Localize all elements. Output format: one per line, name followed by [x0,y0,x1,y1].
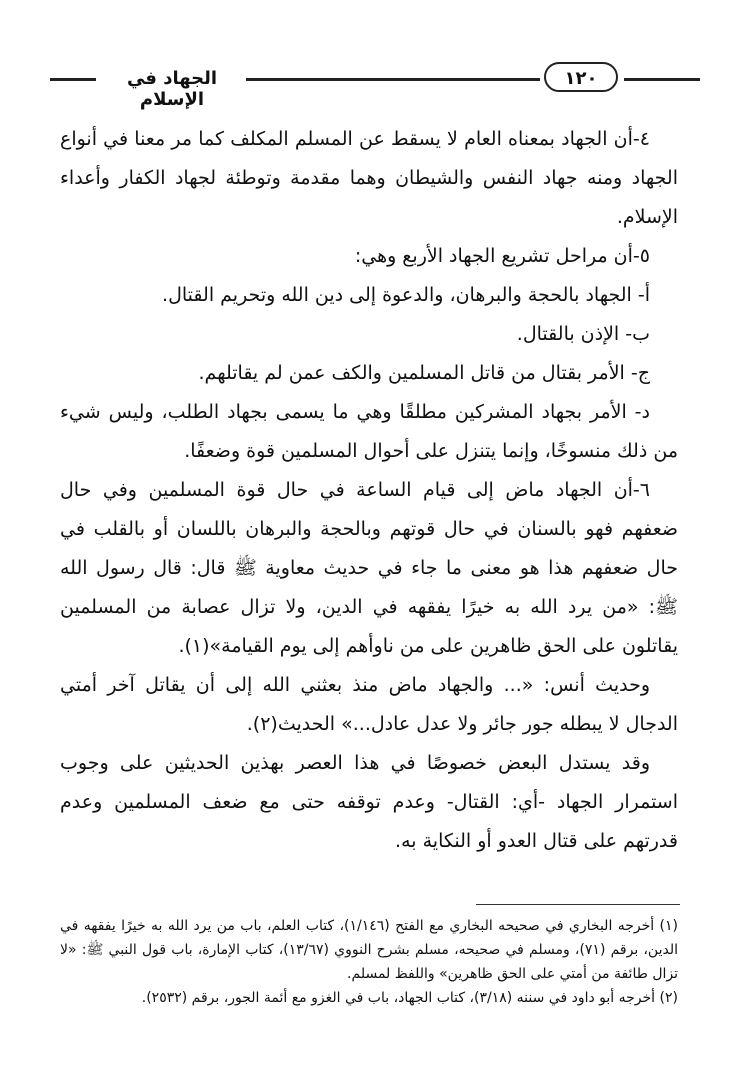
paragraph-point-5: ٥-أن مراحل تشريع الجهاد الأربع وهي: [354,245,650,267]
paragraph-stage-b: ب- الإذن بالقتال. [516,323,650,345]
paragraph-conclusion: وقد يستدل البعض خصوصًا في هذا العصر بهذين الحديثين على وجوب استمرار الجهاد -أي: القتال- وعدم توقفه حتى مع ضعف المسلمين وعدم قدرتهم على قتال العدو أو النكاية به. [60,752,678,852]
footnote-2: (٢) أخرجه أبو داود في سننه (٣/١٨)، كتاب الجهاد، باب في الغزو مع أئمة الجور، برقم (٢٥٣٢). [141,990,678,1006]
paragraph-stage-d: د- الأمر بجهاد المشركين مطلقًا وهي ما يسمى بجهاد الطلب، وليس شيء من ذلك منسوخًا، وإنما يتنزل على أحوال المسلمين قوة وضعفًا. [60,401,678,462]
footnote-1: (١) أخرجه البخاري في صحيحه البخاري مع الفتح (١/١٤٦)، كتاب العلم، باب من يرد الله به خيرًا يفقهه في الدين، برقم (٧١)، ومسلم في صحيحه، مسلم بشرح النووي (١٣/٦٧)، كتاب الإمارة، باب قول النبي ﷺ: «لا تزال طائفة من أمتي على الحق ظاهرين» واللفظ لمسلم. [60,918,678,982]
paragraph-point-4: ٤-أن الجهاد بمعناه العام لا يسقط عن المسلم المكلف كما مر معنا في أنواع الجهاد ومنه جهاد النفس والشيطان وهما مقدمة وتوطئة لجهاد الكفار وأعداء الإسلام. [60,128,678,228]
running-title: الجهاد في الإسلام [126,68,218,110]
page-number: ١٢٠ [544,62,618,92]
main-text [60,120,678,861]
footnotes [60,914,678,1010]
header-rule-left [50,78,96,81]
footnote-separator [476,904,680,905]
paragraph-point-6: ٦-أن الجهاد ماض إلى قيام الساعة في حال قوة المسلمين وفي حال ضعفهم فهو بالسنان في حال قوتهم وبالحجة والبرهان باللسان أو بالقلب في حال ضعفهم هذا هو معنى ما جاء في حديث معاوية ﷺ قال: قال رسول الله ﷺ: «من يرد الله به خيرًا يفقهه في الدين، ولا تزال عصابة من المسلمين يقاتلون على الحق ظاهرين على من ناوأهم إلى يوم القيامة»(١). [60,479,678,657]
paragraph-anas-hadith: وحديث أنس: «... والجهاد ماض منذ بعثني الله إلى أن يقاتل آخر أمتي الدجال لا يبطله جور جائر ولا عدل عادل...» الحديث(٢). [60,674,678,735]
paragraph-stage-c: ج- الأمر بقتال من قاتل المسلمين والكف عمن لم يقاتلهم. [198,362,650,384]
header-rule-middle [246,78,540,81]
paragraph-stage-a: أ- الجهاد بالحجة والبرهان، والدعوة إلى دين الله وتحريم القتال. [162,284,650,306]
page-header [30,62,670,110]
header-rule-right [624,78,700,81]
